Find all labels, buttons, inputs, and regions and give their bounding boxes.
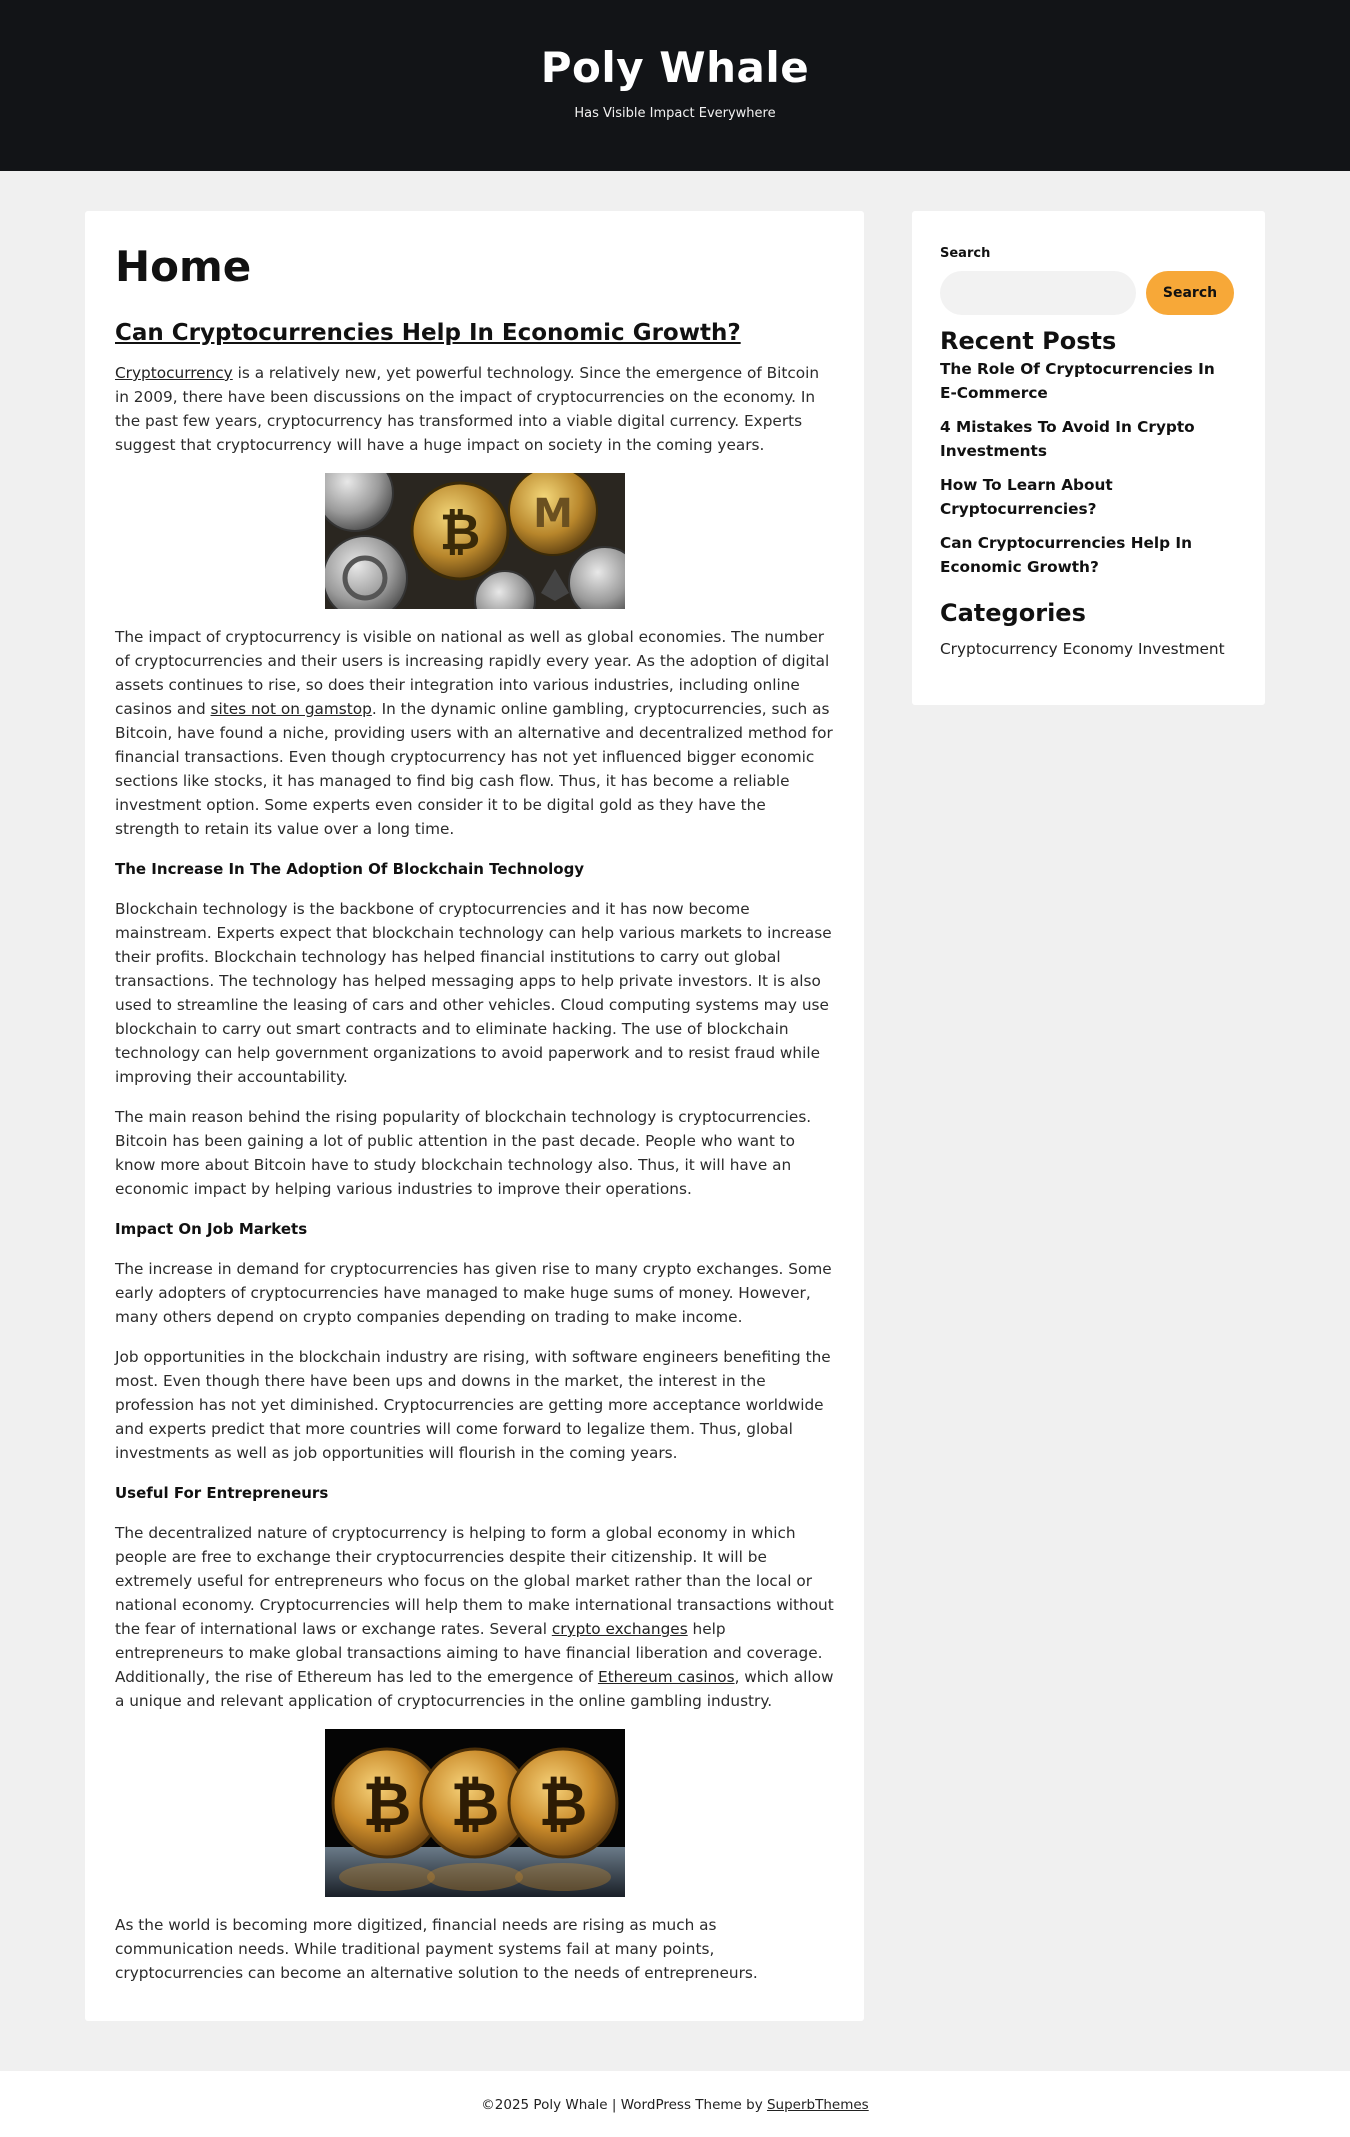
search-button[interactable]: Search [1146,271,1234,315]
paragraph-blockchain-popularity: The main reason behind the rising popularity of blockchain technology is cryptocurrencies. Bitcoin has been gaining a lot of public attention in the past decade. People who want to know more about Bitcoin have to study blockchain technology also. Thus, it will have an economic impact by helping various industries to improve their operations. [115,1108,812,1198]
cryptocurrency-link[interactable]: Cryptocurrency [115,364,233,382]
heading-entrepreneurs: Useful For Entrepreneurs [115,1484,329,1502]
category-investment[interactable]: Investment [1137,640,1225,658]
post-title-link[interactable]: Can Cryptocurrencies Help In Economic Growth? [115,320,741,346]
bitcoin-coins-illustration [325,1729,625,1897]
paragraph-text: , which allow a unique and relevant application of cryptocurrencies in the online gambling industry. [115,1668,834,1710]
categories-list [940,637,1235,661]
ethereum-casinos-link[interactable]: Ethereum casinos [597,1668,735,1686]
paragraph-text: is a relatively new, yet powerful technology. Since the emergence of Bitcoin in 2009, there have been discussions on the impact of cryptocurrencies on the economy. In the past few years, cryptocurrency has transformed into a viable digital currency. Experts suggest that cryptocurrency will have a huge impact on society in the coming years. [115,364,820,454]
main-content [85,211,864,2021]
site-title [0,40,1350,96]
paragraph-text: . In the dynamic online gambling, cryptocurrencies, such as Bitcoin, have found a niche, providing users with an alternative and decentralized method for financial transactions. Even though cryptocurrency has not yet influenced bigger economic sections like stocks, it has managed to find big cash flow. Thus, it has become a reliable investment option. Some experts even consider it to be digital gold as they have the strength to retain its value over a long time. [115,700,833,838]
svg-text:M: M [532,491,573,537]
site-footer [0,2071,1350,2137]
recent-post-link[interactable]: Can Cryptocurrencies Help In Economic Growth? [940,534,1192,576]
recent-post-item [940,531,1235,579]
content-area [0,171,1350,2071]
category-cryptocurrency[interactable]: Cryptocurrency [940,640,1058,658]
paragraph-job-opportunities: Job opportunities in the blockchain industry are rising, with software engineers benefiting the most. Even though there have been ups and downs in the market, the interest in the profession has not yet diminished. Cryptocurrencies are getting more acceptance worldwide and experts predict that more countries will come forward to legalize them. Thus, global investments as well as job opportunities will flourish in the coming years. [115,1348,831,1462]
heading-job-markets: Impact On Job Markets [115,1220,308,1238]
paragraph-conclusion: As the world is becoming more digitized, financial needs are rising as much as communication needs. While traditional payment systems fail at many points, cryptocurrencies can become an alternative solution to the needs of entrepreneurs. [115,1916,758,1982]
footer-theme-link[interactable]: SuperbThemes [766,2097,869,2113]
site-tagline: Has Visible Impact Everywhere [574,106,776,121]
paragraph-blockchain: Blockchain technology is the backbone of cryptocurrencies and it has now become mainstream. Experts expect that blockchain technology can help various markets to increase their profits. Blockchain technology has helped financial institutions to carry out global transactions. The technology has helped messaging apps to help private investors. It is also used to streamline the leasing of cars and other vehicles. Cloud computing systems may use blockchain to carry out smart contracts and to eliminate hacking. The use of blockchain technology can help government organizations to avoid paperwork and to resist fraud while improving their accountability. [115,900,832,1086]
category-economy[interactable]: Economy [1062,640,1134,658]
heading-blockchain-adoption: The Increase In The Adoption Of Blockchain Technology [115,860,585,878]
recent-post-link[interactable]: 4 Mistakes To Avoid In Crypto Investments [940,418,1195,460]
site-header [0,0,1350,171]
paragraph-intro [115,361,834,457]
recent-post-item [940,357,1235,405]
paragraph-text: The impact of cryptocurrency is visible on national as well as global economies. The number of cryptocurrencies and their users is increasing rapidly every year. As the adoption of digital assets continues to rise, so does their integration into various industries, including online casinos and [115,628,830,718]
recent-post-item [940,415,1235,463]
crypto-exchanges-link[interactable]: crypto exchanges [551,1620,688,1638]
paragraph-entrepreneurs [115,1521,834,1713]
recent-post-link[interactable]: The Role Of Cryptocurrencies In E-Commerce [940,360,1215,402]
svg-text:₿: ₿ [450,1770,499,1840]
svg-text:₿: ₿ [362,1770,411,1840]
categories-title: Categories [940,599,1086,627]
recent-posts-title: Recent Posts [940,327,1117,355]
paragraph-crypto-exchanges: The increase in demand for cryptocurrencies has given rise to many crypto exchanges. Some early adopters of cryptocurrencies have managed to make huge sums of money. However, many others depend on crypto companies depending on trading to make income. [115,1260,832,1326]
sidebar [912,211,1265,705]
recent-post-item [940,473,1235,521]
bitcoin-coins-image [325,1729,625,1897]
footer-copyright: ©2025 Poly Whale | WordPress Theme by [481,2097,767,2113]
crypto-coins-illustration [325,473,625,609]
crypto-coins-image [325,473,625,609]
paragraph-text: The decentralized nature of cryptocurrency is helping to form a global economy in which people are free to exchange their cryptocurrencies despite their citizenship. It will be extremely useful for entrepreneurs who focus on the global market rather than the local or national economy. Cryptocurrencies will help them to make international transactions without the fear of international laws or exchange rates. Several [115,1524,834,1638]
search-label: Search [940,246,991,261]
post-title [115,317,834,349]
recent-post-link[interactable]: How To Learn About Cryptocurrencies? [940,476,1113,518]
paragraph-impact [115,625,834,841]
site-title-link[interactable]: Poly Whale [540,43,810,92]
recent-posts-list [940,357,1235,579]
svg-text:₿: ₿ [538,1770,587,1840]
sites-not-on-gamstop-link[interactable]: sites not on gamstop [210,700,372,718]
search-form [940,271,1235,315]
search-input[interactable] [940,271,1136,315]
page-title: Home [115,242,252,291]
svg-text:₿: ₿ [439,503,480,561]
paragraph-text: help entrepreneurs to make global transactions aiming to have financial liberation and coverage. Additionally, the rise of Ethereum has led to the emergence of [115,1620,823,1686]
